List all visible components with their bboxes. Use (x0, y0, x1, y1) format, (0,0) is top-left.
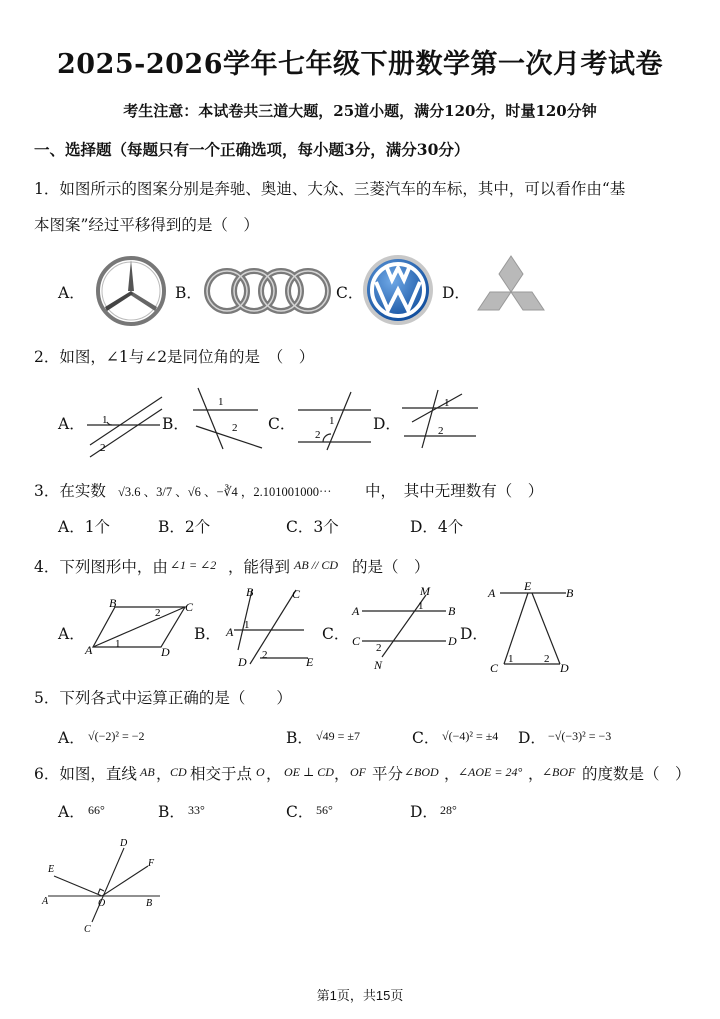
svg-text:2: 2 (376, 642, 382, 654)
svg-text:D: D (560, 661, 569, 675)
svg-text:O: O (98, 898, 106, 909)
audi-logo-icon (203, 265, 331, 317)
q2-option-d: D． (373, 415, 401, 433)
svg-text:D: D (161, 645, 170, 659)
q6-comma-4: ， (444, 765, 460, 783)
q6-comma-3: ， (334, 765, 350, 783)
q1-option-a: A． (58, 284, 85, 302)
q4-stem-mid: ，能得到 (228, 558, 291, 576)
svg-text:C: C (292, 587, 301, 601)
q2-figure-d (400, 386, 480, 452)
svg-text:1: 1 (115, 638, 121, 650)
q5-stem: 5．下列各式中运算正确的是（ ） (34, 689, 292, 707)
q2d-angle-2: 2 (438, 425, 444, 437)
q2d-angle-1: 1 (444, 397, 450, 409)
svg-text:1: 1 (418, 600, 424, 612)
q6-perpendicular: OE ⊥ CD (284, 765, 334, 779)
q4-stem-end: 的是（ ） (352, 558, 430, 576)
q6-option-a: A． (58, 803, 85, 821)
page-footer: 第1页，共15页 (316, 988, 404, 1003)
q6-value-b: 33° (188, 803, 205, 817)
q6-angle-bod: ∠BOD (404, 765, 439, 779)
svg-text:C: C (84, 924, 91, 935)
q4-option-a: A． (58, 625, 85, 643)
q6-angle-aoe: ∠AOE = 24° (458, 765, 523, 779)
section-1-heading: 一、选择题（每题只有一个正确选项，每小题3分，满分30分） (34, 140, 470, 159)
svg-text:D: D (448, 634, 457, 648)
q4-figure-a (85, 598, 195, 660)
svg-text:2: 2 (262, 649, 268, 661)
q2b-angle-1: 1 (218, 396, 224, 408)
q2-figure-c (293, 388, 373, 450)
q4-figure-b (222, 586, 322, 672)
q2-option-c: C． (268, 415, 296, 433)
q3-option-c: C．3个 (286, 518, 339, 536)
svg-text:C: C (490, 661, 499, 675)
svg-text:D: D (120, 838, 128, 849)
q1-option-b: B． (175, 284, 202, 302)
svg-text:2: 2 (544, 653, 550, 665)
q4-figure-d (488, 579, 578, 675)
q5-expr-d: −√(−3)² = −3 (548, 729, 612, 743)
q1-option-c: C． (336, 284, 364, 302)
q6-value-d: 28° (440, 803, 457, 817)
svg-text:A: A (42, 896, 49, 907)
svg-text:1: 1 (508, 653, 514, 665)
svg-text:B: B (109, 596, 117, 610)
q6-line-ab: AB (140, 765, 155, 779)
q2b-angle-2: 2 (232, 422, 238, 434)
q3-option-b: B．2个 (158, 518, 211, 536)
q3-stem-start: 3．在实数 (34, 482, 106, 500)
q5-expr-a: √(−2)² = −2 (88, 729, 145, 743)
q6-ray-of: OF (350, 765, 366, 779)
q4-stem-start: 4．下列图形中，由 (34, 558, 168, 576)
q3-option-a: A．1个 (58, 518, 111, 536)
svg-text:C: C (185, 600, 194, 614)
svg-text:A: A (226, 625, 234, 639)
q1-stem-line1: 1．如图所示的图案分别是奔驰、奥迪、大众、三菱汽车的车标，其中，可以看作由“基 (34, 180, 626, 198)
q6-value-a: 66° (88, 803, 105, 817)
q2c-angle-1: 1 (329, 415, 335, 427)
svg-text:A: A (488, 586, 496, 600)
mitsubishi-logo-icon (470, 254, 552, 324)
q6-comma-2: ， (266, 765, 282, 783)
q3-numbers: √3.6 、3/7 、√6 、−∛4 ，2.101001000⋯ (118, 485, 332, 499)
q4-figure-c (348, 585, 463, 671)
q2-option-a: A． (58, 415, 85, 433)
svg-text:F: F (148, 858, 155, 869)
q4-option-c: C． (322, 625, 350, 643)
q4-conclusion: AB // CD (294, 558, 338, 572)
q6-stem-bisect: 平分 (372, 765, 404, 783)
svg-text:A: A (85, 643, 93, 657)
q6-comma-5: ， (528, 765, 544, 783)
q6-option-c: C． (286, 803, 314, 821)
q2-figure-b (188, 383, 268, 455)
exam-notice: 考生注意：本试卷共三道大题，25道小题，满分120分，时量120分钟 (123, 102, 597, 120)
svg-text:N: N (374, 658, 383, 672)
q2-stem: 2．如图，∠1与∠2是同位角的是 （ ） (34, 348, 315, 366)
mercedes-logo-icon (95, 255, 167, 327)
q5-expr-b: √49 = ±7 (316, 729, 360, 743)
q6-option-b: B． (158, 803, 185, 821)
q5-option-a: A． (58, 729, 85, 747)
q4-option-b: B． (194, 625, 221, 643)
q6-option-d: D． (410, 803, 438, 821)
q6-stem-mid: 相交于点 (190, 765, 253, 783)
q6-stem-end: 的度数是（ ） (582, 765, 691, 783)
q6-comma-1: ， (156, 765, 172, 783)
volkswagen-logo-icon (362, 254, 434, 326)
svg-text:C: C (352, 634, 361, 648)
q6-figure (40, 836, 165, 936)
svg-text:A: A (352, 604, 360, 618)
q6-angle-bof: ∠BOF (542, 765, 576, 779)
q5-option-c: C． (412, 729, 440, 747)
q5-option-d: D． (518, 729, 546, 747)
q2a-angle-1: 1 (102, 414, 108, 426)
svg-text:B: B (566, 586, 574, 600)
q5-expr-c: √(−4)² = ±4 (442, 729, 499, 743)
svg-text:E: E (524, 579, 532, 593)
q5-option-b: B． (286, 729, 313, 747)
q2c-angle-2: 2 (315, 429, 321, 441)
svg-text:B: B (246, 585, 254, 599)
svg-text:D: D (238, 655, 247, 669)
svg-text:M: M (420, 584, 430, 598)
svg-text:E: E (48, 864, 55, 875)
q2a-angle-2: 2 (100, 442, 106, 454)
q4-option-d: D． (460, 625, 488, 643)
q2-figure-a (82, 385, 162, 455)
q6-line-cd: CD (170, 765, 187, 779)
q2-option-b: B． (162, 415, 189, 433)
svg-text:E: E (306, 655, 314, 669)
q6-stem-start: 6．如图，直线 (34, 765, 137, 783)
q1-option-d: D． (442, 284, 470, 302)
q3-option-d: D．4个 (410, 518, 464, 536)
exam-title: 2025-2026学年七年级下册数学第一次月考试卷 (57, 49, 663, 80)
svg-text:B: B (448, 604, 456, 618)
svg-text:B: B (146, 898, 153, 909)
q6-point-o: O (256, 765, 265, 779)
q3-stem-end: 中， 其中无理数有（ ） (365, 482, 544, 500)
svg-text:1: 1 (244, 619, 250, 631)
q1-stem-line2: 本图案”经过平移得到的是（ ） (34, 216, 259, 234)
svg-text:2: 2 (155, 607, 161, 619)
q6-value-c: 56° (316, 803, 333, 817)
q4-condition: ∠1 = ∠2 (170, 558, 217, 572)
